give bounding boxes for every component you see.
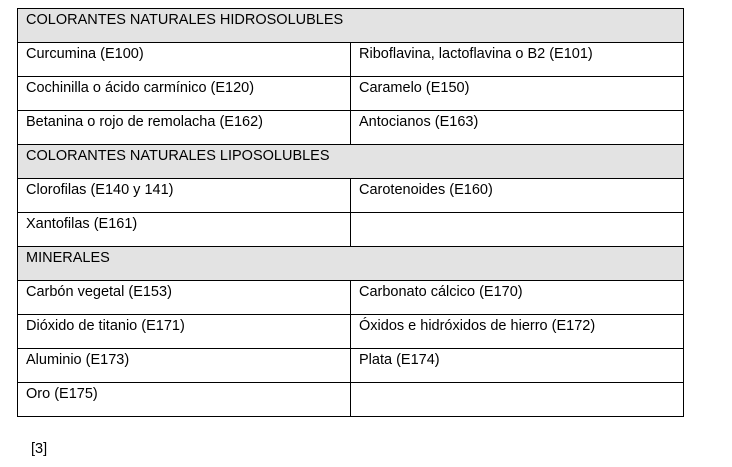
table-cell: Plata (E174) bbox=[351, 349, 684, 383]
table-cell-empty bbox=[351, 213, 684, 247]
table-cell: Dióxido de titanio (E171) bbox=[18, 315, 351, 349]
table-cell: Riboflavina, lactoflavina o B2 (E101) bbox=[351, 43, 684, 77]
table-cell: Betanina o rojo de remolacha (E162) bbox=[18, 111, 351, 145]
table-cell: Carotenoides (E160) bbox=[351, 179, 684, 213]
table-cell: Caramelo (E150) bbox=[351, 77, 684, 111]
section-header-liposolubles bbox=[18, 145, 684, 179]
section-title: COLORANTES NATURALES LIPOSOLUBLES bbox=[18, 145, 684, 179]
section-header-minerales bbox=[18, 247, 684, 281]
table-cell-empty bbox=[351, 383, 684, 417]
table-row bbox=[18, 179, 684, 213]
table-row bbox=[18, 213, 684, 247]
section-title: COLORANTES NATURALES HIDROSOLUBLES bbox=[18, 9, 684, 43]
footnote-reference: [3] bbox=[31, 441, 48, 457]
section-title: MINERALES bbox=[18, 247, 684, 281]
table-row bbox=[18, 77, 684, 111]
table-cell: Carbón vegetal (E153) bbox=[18, 281, 351, 315]
table-cell: Curcumina (E100) bbox=[18, 43, 351, 77]
table-row bbox=[18, 315, 684, 349]
table-cell: Cochinilla o ácido carmínico (E120) bbox=[18, 77, 351, 111]
table-row bbox=[18, 43, 684, 77]
table-row bbox=[18, 383, 684, 417]
colorants-table bbox=[17, 8, 684, 417]
table-row bbox=[18, 111, 684, 145]
table-cell: Óxidos e hidróxidos de hierro (E172) bbox=[351, 315, 684, 349]
table-cell: Clorofilas (E140 y 141) bbox=[18, 179, 351, 213]
table-cell: Xantofilas (E161) bbox=[18, 213, 351, 247]
table-cell: Aluminio (E173) bbox=[18, 349, 351, 383]
table-row bbox=[18, 281, 684, 315]
section-header-hidrosolubles bbox=[18, 9, 684, 43]
table-cell: Antocianos (E163) bbox=[351, 111, 684, 145]
table-cell: Oro (E175) bbox=[18, 383, 351, 417]
table-row bbox=[18, 349, 684, 383]
table-cell: Carbonato cálcico (E170) bbox=[351, 281, 684, 315]
